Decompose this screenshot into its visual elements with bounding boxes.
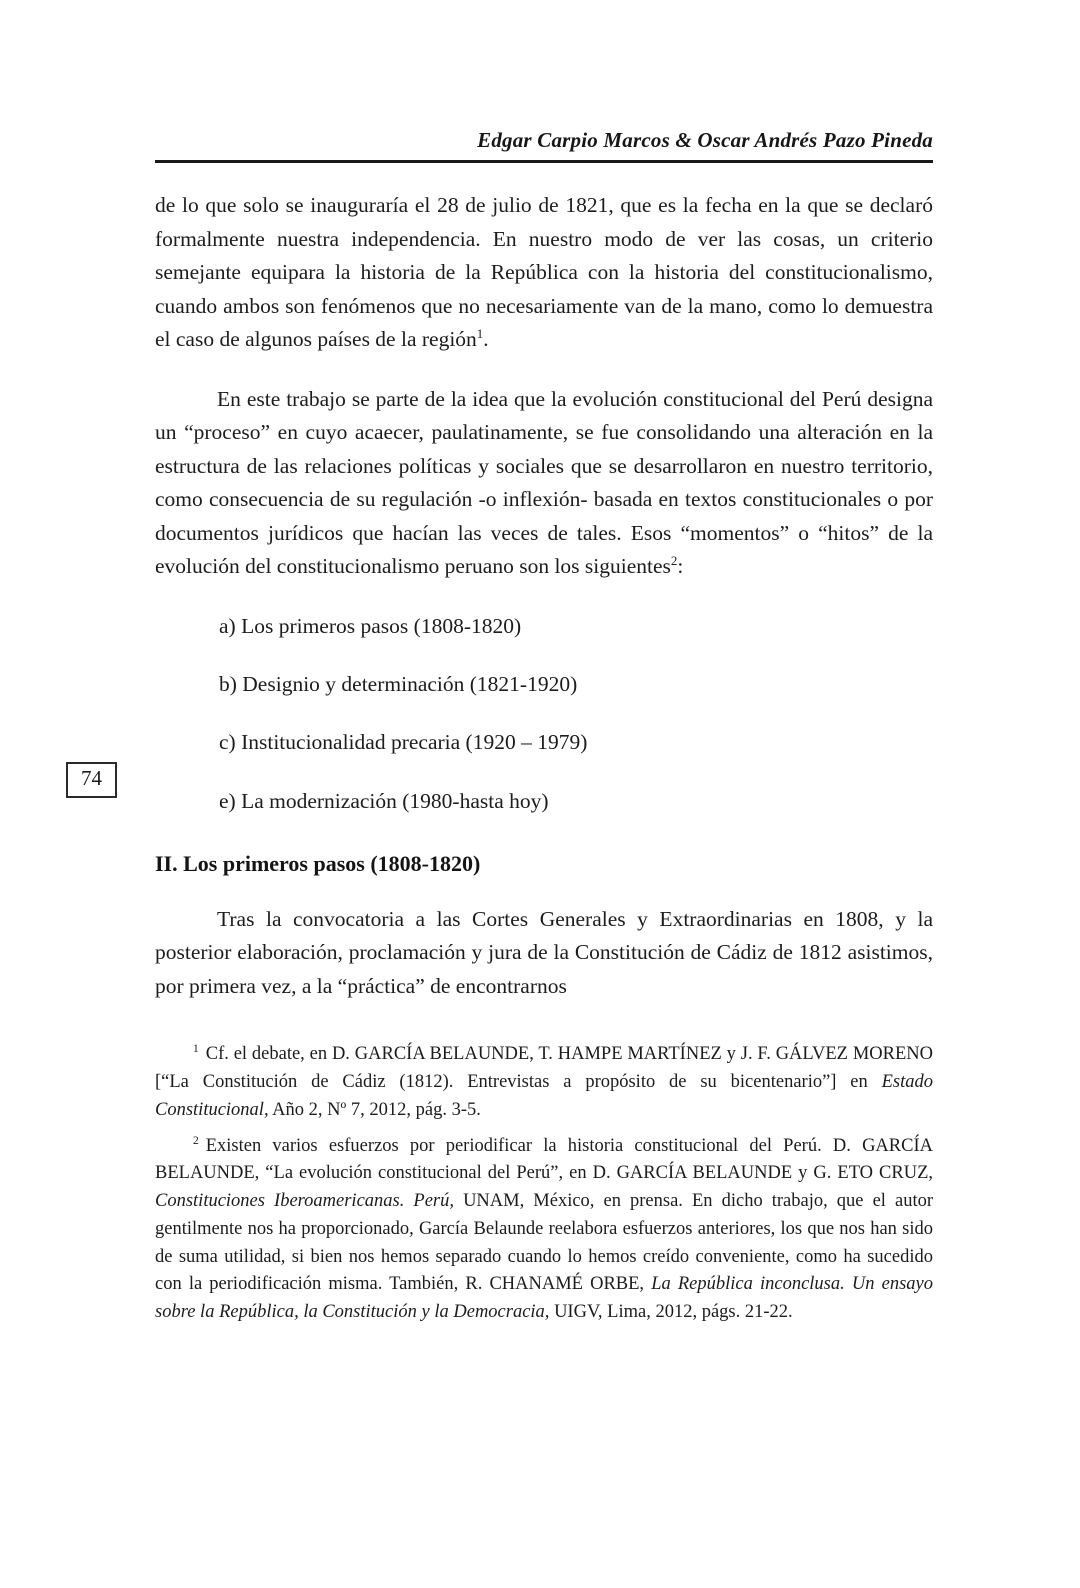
milestones-list (219, 610, 933, 817)
footnote-1-italic-title: Estado Constitucional, (155, 1072, 933, 1120)
section-heading: II. Los primeros pasos (1808-1820) (155, 850, 481, 876)
header-authors: Edgar Carpio Marcos & Oscar Andrés Pazo Pineda (477, 128, 933, 152)
footnote-2-marker: 2 (193, 1134, 199, 1147)
text-column (155, 0, 933, 1327)
paragraph-1-tail: . (483, 327, 489, 352)
list-item-b: b) Designio y determinación (1821-1920) (219, 672, 578, 697)
footnote-2 (155, 1133, 933, 1327)
footnote-1-text-b: Año 2, Nº 7, 2012, pág. 3-5. (268, 1099, 481, 1120)
footnote-1 (155, 1041, 933, 1124)
page-number: 74 (81, 766, 102, 790)
footnote-2-italic-title-1: Constituciones Iberoamericanas. Perú, (155, 1191, 455, 1212)
paragraph-1 (155, 189, 933, 357)
paragraph-2-text: En este trabajo se parte de la idea que la evolución constitucional del Perú designa un “proceso” en cuyo acaecer, paulatinamente, se fue consolidando una alteración en la estructura de las relaciones políticas y sociales que se desarrollaron en nuestro territorio, como consecuencia de su regulación -o inflexión- basada en textos constitucionales o por documentos jurídicos que hacían las veces de tales. Esos “momentos” o “hitos” de la evolución del constitucionalismo peruano son los siguientes (155, 386, 933, 579)
footnote-1-text-a: Cf. el debate, en D. GARCÍA BELAUNDE, T. HAMPE MARTÍNEZ y J. F. GÁLVEZ MORENO [“La Constitución de Cádiz (1812). Entrevistas a propósito de su bicentenario”] en (155, 1044, 933, 1093)
paragraph-2-tail: : (677, 554, 684, 579)
footnote-2-text-a: Existen varios esfuerzos por periodificar la historia constitucional del Perú. D. GARCÍA BELAUNDE, “La evolución constitucional del Perú”, en D. GARCÍA BELAUNDE y G. ETO CRUZ, (155, 1135, 933, 1184)
list-item-e: e) La modernización (1980-hasta hoy) (219, 788, 549, 813)
footnote-2-text-c: UIGV, Lima, 2012, págs. 21-22. (549, 1302, 793, 1323)
footnotes-block (155, 1041, 933, 1327)
footnote-2-italic-title-2: La República inconclusa. Un ensayo sobre la República, la Constitución y la Democracia, (155, 1274, 933, 1323)
paragraph-2 (155, 383, 933, 584)
list-item-a: a) Los primeros pasos (1808-1820) (219, 613, 522, 638)
footnote-ref-1: 1 (476, 326, 484, 341)
footnote-ref-2: 2 (670, 554, 678, 569)
running-header (155, 128, 933, 153)
footnote-2-text-b: UNAM, México, en prensa. En dicho trabajo, que el autor gentilmente nos ha proporcionado, García Belaunde reelabora esfuerzos anteriores, los que nos han sido de suma utilidad, si bien nos hemos separado cuando lo hemos creído conveniente, como ha sucedido con la periodificación misma. También, R. CHANAMÉ ORBE, (155, 1191, 934, 1295)
page-number-badge (66, 762, 117, 798)
list-item-c: c) Institucionalidad precaria (1920 – 1979) (219, 730, 588, 755)
header-rule (155, 160, 933, 163)
paragraph-3-text: Tras la convocatoria a las Cortes Generales y Extraordinarias en 1808, y la posterior elaboración, proclamación y jura de la Constitución de Cádiz de 1812 asistimos, por primera vez, a la “práctica” de encontrarnos (155, 906, 933, 998)
footnote-1-marker: 1 (193, 1043, 199, 1056)
paragraph-1-text: de lo que solo se inauguraría el 28 de julio de 1821, que es la fecha en la que se declaró formalmente nuestra independencia. En nuestro modo de ver las cosas, un criterio semejante equipara la historia de la República con la historia del constitucionalismo, cuando ambos son fenómenos que no necesariamente van de la mano, como lo demuestra el caso de algunos países de la región (155, 193, 933, 352)
paragraph-3 (155, 903, 933, 1004)
